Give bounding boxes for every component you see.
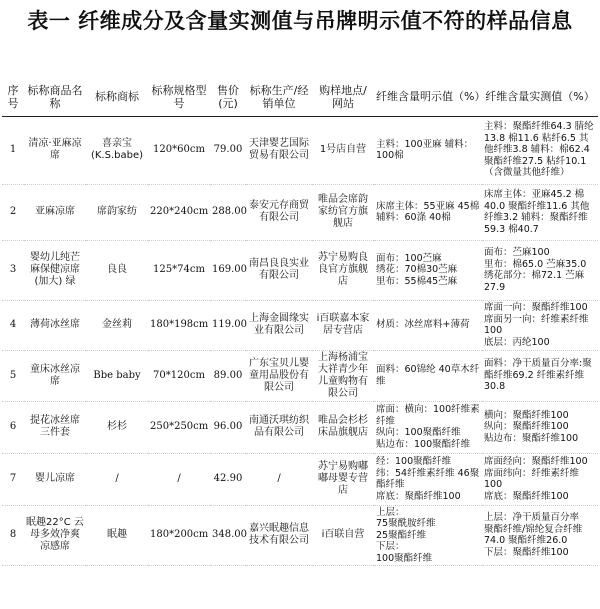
cell-name: 亚麻凉席 xyxy=(35,206,75,217)
cell-measured: 主料：聚酯纤维64.3 腈纶13.8 棉11.6 粘纤6.5 其他纤维3.8 辅料：棉62.4 聚酯纤维27.5 粘纤10.1（含微量其他纤维） xyxy=(484,121,594,179)
document-title: 表一 纤维成分及含量实测值与吊牌明示值不符的样品信息 xyxy=(27,9,573,33)
cell-declared: 面料：60锦纶 40草木纤维 xyxy=(376,364,480,387)
cell-name: 眠趣22°C 云母多效净爽凉感席 xyxy=(26,517,84,553)
table-row xyxy=(2,401,598,453)
cell-no: 5 xyxy=(9,369,17,381)
header-name: 标称商品名称 xyxy=(27,83,83,110)
table-row xyxy=(2,453,598,505)
header-maker: 标称生产/经销单位 xyxy=(249,83,309,110)
cell-spec: 220*240cm xyxy=(150,206,209,217)
table-row xyxy=(2,184,598,240)
cell-price: 288.00 xyxy=(212,206,247,217)
cell-maker: 天津婴艺国际贸易有限公司 xyxy=(249,138,309,161)
cell-declared: 主料：100亚麻 辅料：100棉 xyxy=(376,138,474,161)
cell-spec: 125*74cm xyxy=(153,264,205,275)
cell-measured: 席面一向：聚酯纤维100 席面另一向：纤维素纤维100 底层：丙纶100 xyxy=(484,302,589,348)
cell-declared: 面布：100苎麻 绣花：70棉30苎麻 里布：55棉45苎麻 xyxy=(376,252,458,287)
cell-declared: 材质：冰丝席料+薄荷 xyxy=(376,319,470,331)
cell-price: 169.00 xyxy=(212,264,247,275)
cell-no: 1 xyxy=(9,144,17,155)
cell-brand: / xyxy=(115,473,119,484)
table-row xyxy=(2,300,598,350)
cell-shop: 苏宁易购嘟嘟母婴专营店 xyxy=(318,461,368,496)
cell-measured: 面布：苎麻100 里布：棉65.0 苎麻35.0 绣花部分：棉72.1 苎麻27.9 xyxy=(484,247,587,293)
cell-brand: 良良 xyxy=(107,264,127,275)
cell-shop: 苏宁易购良良官方旗舰店 xyxy=(318,252,368,287)
cell-brand: Bbe baby xyxy=(93,369,141,381)
cell-measured: 面料：净干质量百分率:聚酯纤维69.2 纤维素纤维30.8 xyxy=(484,358,592,393)
cell-no: 8 xyxy=(9,529,17,541)
cell-shop: 1号店自营 xyxy=(319,144,367,155)
cell-brand: 金丝莉 xyxy=(102,319,132,330)
table-row xyxy=(2,505,598,566)
cell-no: 4 xyxy=(9,319,17,330)
cell-no: 6 xyxy=(9,421,17,432)
cell-maker: 南昌良良实业有限公司 xyxy=(249,258,309,281)
cell-maker: / xyxy=(277,473,281,484)
cell-brand: 眠趣 xyxy=(107,529,127,541)
cell-brand: 喜亲宝(K.S.babe) xyxy=(90,138,144,161)
cell-name: 提花冰丝席三件套 xyxy=(30,415,80,438)
cell-price: 89.00 xyxy=(213,369,243,381)
table-header-row xyxy=(2,78,598,116)
header-no: 序号 xyxy=(7,83,19,110)
table-row xyxy=(2,350,598,401)
cell-spec: 180*200cm xyxy=(150,529,209,541)
cell-name: 清凉·亚麻凉席 xyxy=(28,138,82,161)
cell-measured: 席面经向：聚酯纤维100 席面纬向：纤维素纤维100 席底：聚酯纤维100 xyxy=(484,456,588,502)
cell-brand: 席韵家纺 xyxy=(97,206,137,217)
cell-no: 2 xyxy=(9,206,17,217)
cell-shop: 唯品会杉杉床品旗舰店 xyxy=(318,415,368,438)
header-spec: 标称规格型号 xyxy=(151,83,207,110)
table-row xyxy=(2,240,598,300)
cell-name: 薄荷冰丝席 xyxy=(30,319,80,330)
cell-brand: 杉杉 xyxy=(107,421,127,432)
cell-maker: 南通沃琪纺织品有限公司 xyxy=(249,415,309,438)
cell-shop: i百联嘉本家居专营店 xyxy=(316,313,370,336)
cell-maker: 泰安元存商贸有限公司 xyxy=(249,200,309,223)
header-declared: 纤维含量明示值（%） xyxy=(376,90,486,104)
sample-info-table xyxy=(2,78,598,566)
header-shop: 购样地点/网站 xyxy=(319,83,367,110)
cell-declared: 上层： 75聚酰胺纤维 25聚酯纤维 下层： 100聚酯纤维 xyxy=(376,506,436,564)
cell-price: 96.00 xyxy=(213,421,243,432)
cell-no: 7 xyxy=(9,473,17,484)
cell-name: 婴幼儿纯芒麻保健凉席(加大) 绿 xyxy=(30,252,80,287)
cell-spec: 250*250cm xyxy=(150,421,209,432)
header-brand: 标称商标 xyxy=(95,90,139,104)
cell-maker: 广东宝贝儿婴童用品股份有限公司 xyxy=(249,357,309,393)
cell-shop: 唯品会席韵家纺官方旗舰店 xyxy=(318,194,368,229)
cell-name: 婴儿凉席 xyxy=(35,473,75,484)
cell-price: 79.00 xyxy=(213,144,243,155)
cell-price: 119.00 xyxy=(212,319,247,330)
header-measured: 纤维含量实测值（%） xyxy=(485,90,595,104)
cell-maker: 上海金圆缘实业有限公司 xyxy=(249,313,309,336)
cell-spec: 180*198cm xyxy=(150,319,209,330)
cell-name: 童床冰丝凉席 xyxy=(30,363,80,387)
header-price: 售价(元) xyxy=(217,83,239,110)
cell-shop: i百联自营 xyxy=(321,529,365,541)
cell-no: 3 xyxy=(9,264,17,275)
cell-declared: 床席主体：55亚麻 45棉 辅料：60涤 40棉 xyxy=(376,200,480,223)
cell-declared: 席面：横向：100纤维素纤维 纵向：100聚酯纤维 贴边布：100聚酯纤维 xyxy=(376,404,480,450)
cell-shop: 上海杨浦宝大祥青少年儿童购物有限公司 xyxy=(318,351,368,399)
cell-spec: 70*120cm xyxy=(153,369,205,381)
cell-price: 42.90 xyxy=(213,473,243,484)
table-row xyxy=(2,116,598,184)
cell-spec: / xyxy=(177,473,181,484)
cell-maker: 嘉兴眠趣信息技术有限公司 xyxy=(249,523,309,547)
cell-measured: 上层：净干质量百分率 聚酯纤维/锦纶复合纤维74.0 聚酯纤维26.0 下层：聚酯纤维100 xyxy=(484,512,583,558)
cell-spec: 120*60cm xyxy=(153,144,205,155)
cell-measured: 床席主体：亚麻45.2 棉40.0 聚酯纤维11.6 其他纤维3.2 辅料：聚酯纤维59.3 棉40.7 xyxy=(484,189,590,235)
cell-measured: 横向：聚酯纤维100 纵向：聚酯纤维100 贴边布：聚酯纤维100 xyxy=(484,409,579,444)
cell-price: 348.00 xyxy=(212,529,247,541)
cell-declared: 经：100聚酯纤维 纬：54纤维素纤维 46聚酯纤维 席底：聚酯纤维100 xyxy=(376,456,480,502)
